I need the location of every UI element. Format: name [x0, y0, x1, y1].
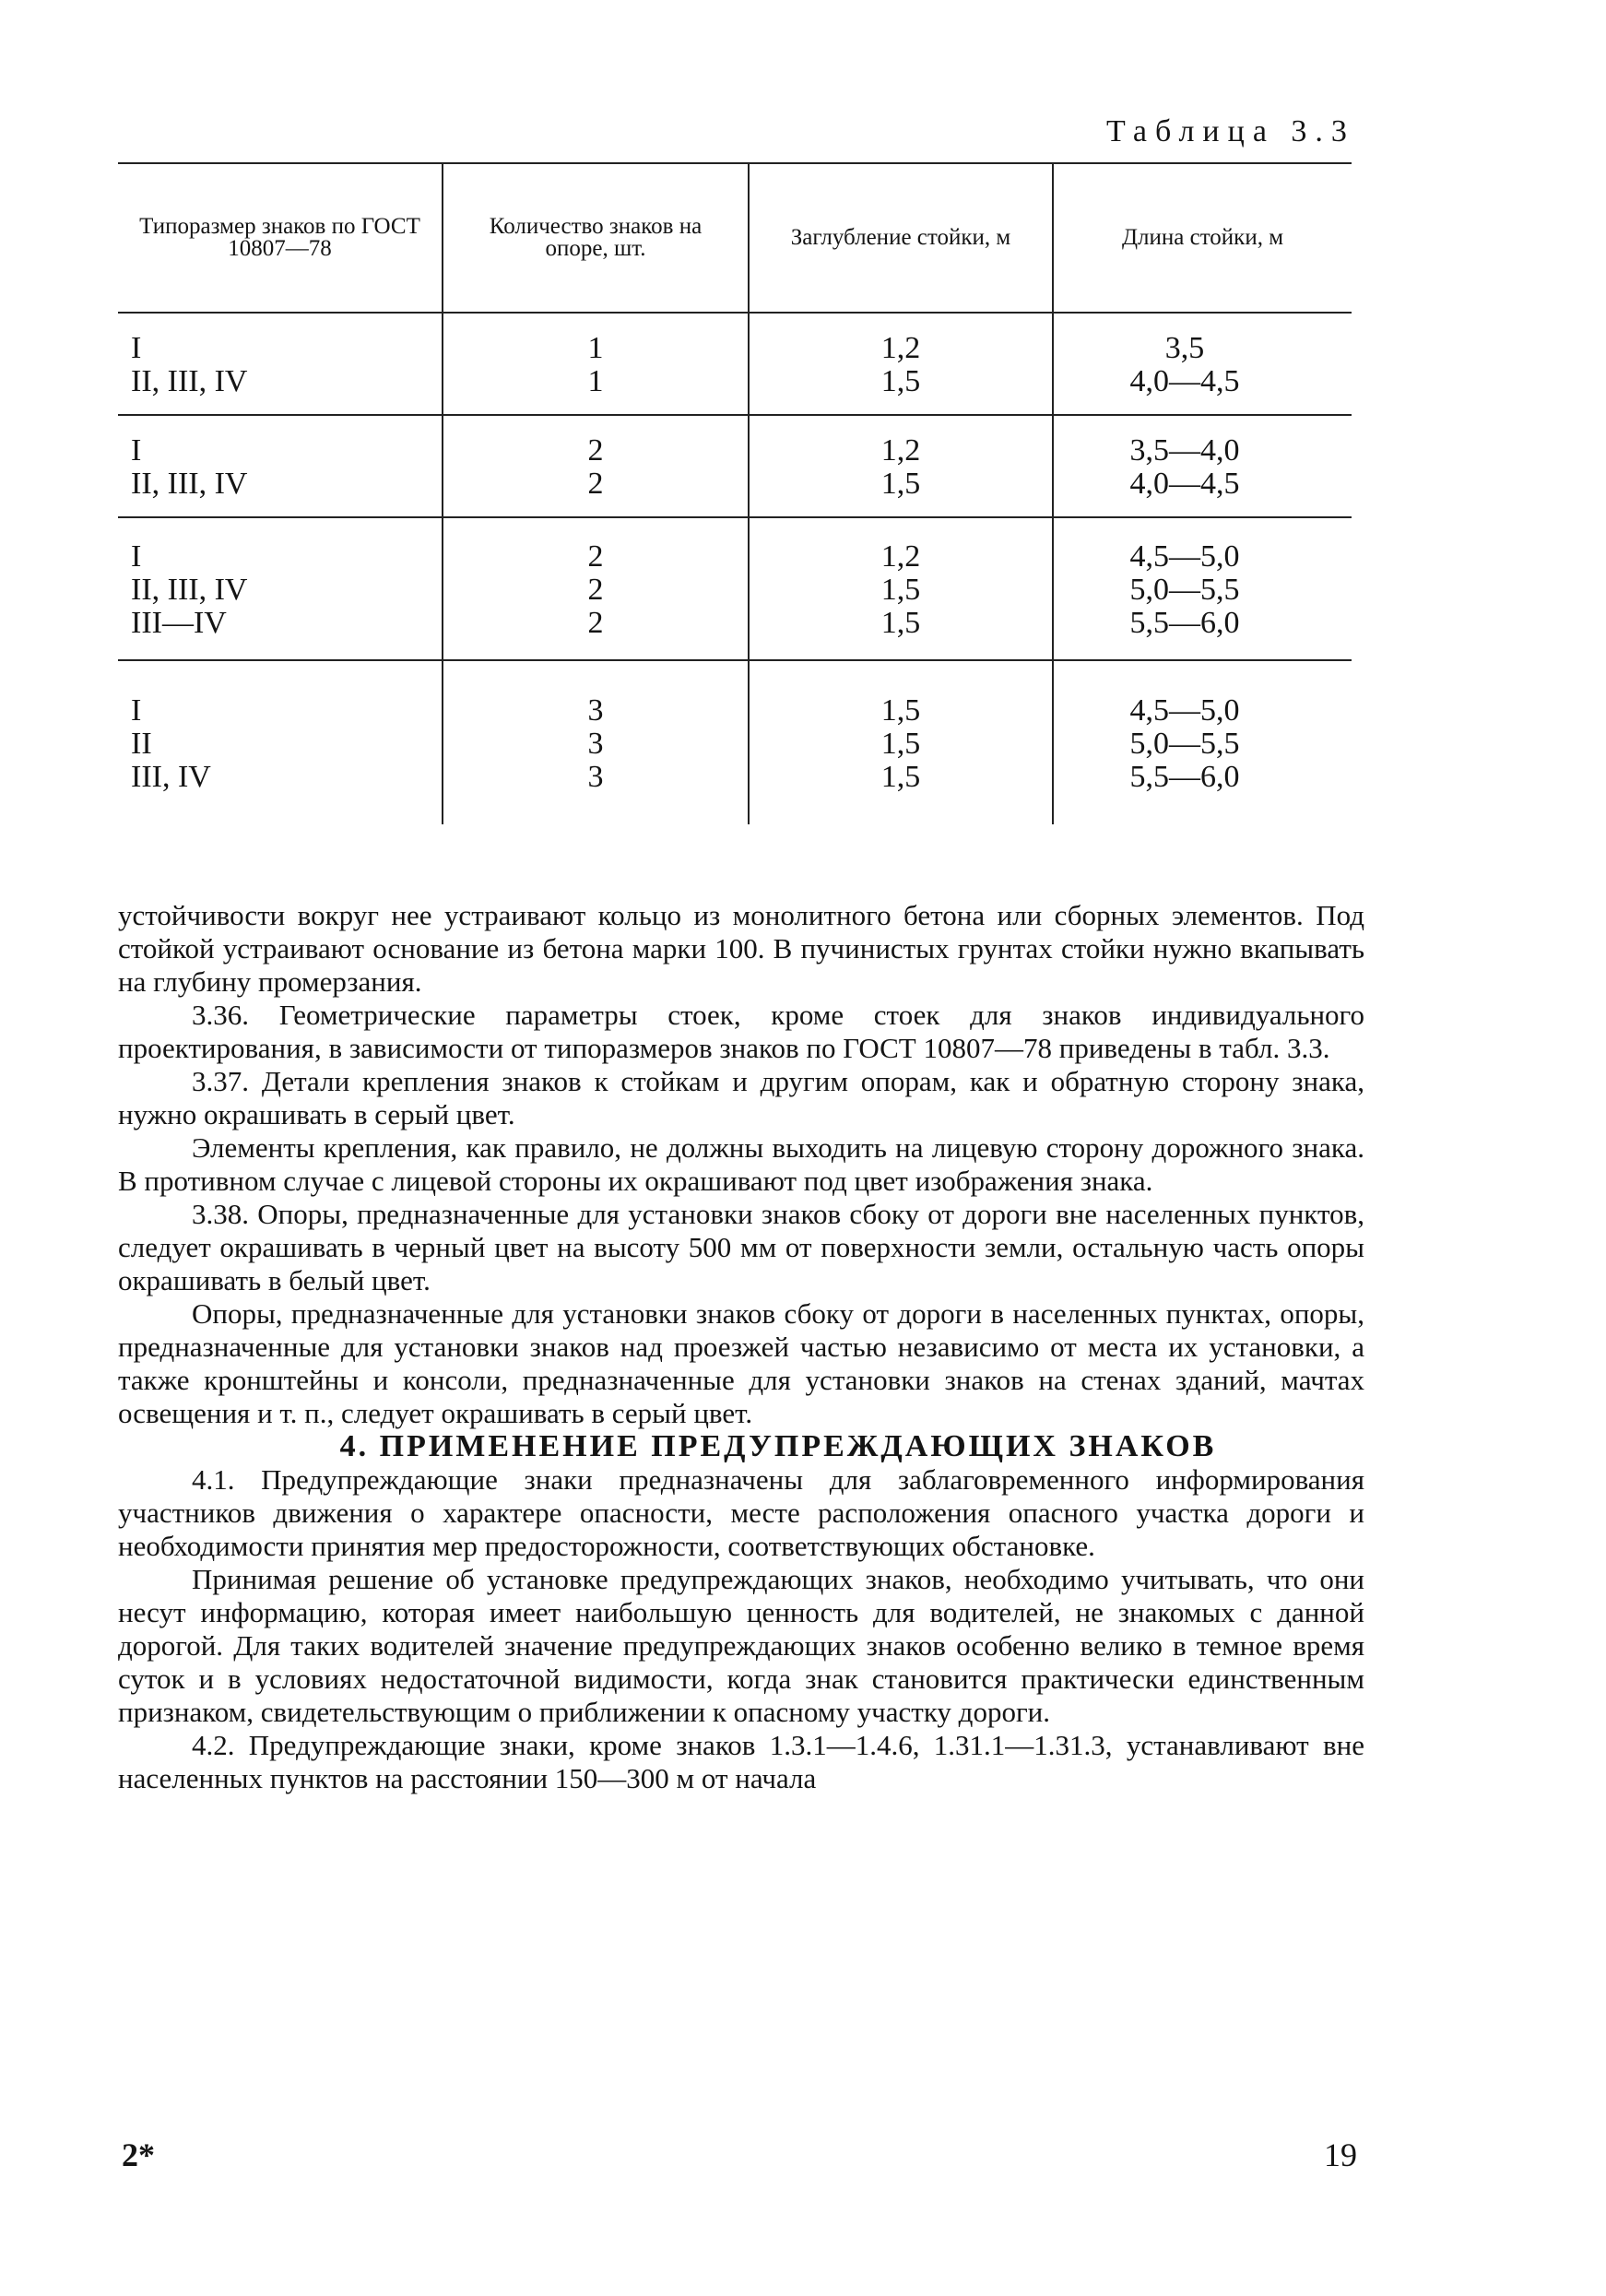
length-value: 4,0—4,5: [1129, 364, 1240, 398]
cell-counts: [443, 660, 749, 824]
table-row: [118, 313, 1352, 415]
paragraph: устойчивости вокруг нее устраивают кольцо из монолитного бетона или сборных элементов. Под стойкой устраивают основание из бетона марки 100. В пучинистых грунтах стойки нужно вкапывать на глубину промерзания.: [118, 899, 1364, 998]
cell-lengths: [1053, 660, 1352, 824]
count-value: 1: [587, 331, 604, 365]
table-3-3: [118, 162, 1352, 824]
header-sign-size: Типоразмер знаков по ГОСТ 10807—78: [118, 163, 443, 313]
size-value: I: [131, 539, 142, 574]
cell-depths: [749, 415, 1053, 517]
cell-sizes: [118, 517, 443, 660]
table-row: [118, 660, 1352, 824]
paragraph-3-38: 3.38. Опоры, предназначенные для установки знаков сбоку от дороги вне населенных пунктов, следует окрашивать в черный цвет на высоту 500 мм от поверхности земли, остальную часть опоры окрашивать в белый цвет.: [118, 1198, 1364, 1296]
section-heading: 4. ПРИМЕНЕНИЕ ПРЕДУПРЕЖДАЮЩИХ ЗНАКОВ: [339, 1429, 1217, 1463]
table-caption: Таблица 3.3: [1106, 114, 1355, 148]
table-header-row: [118, 163, 1352, 313]
count-value: 3: [587, 760, 604, 794]
length-value: 4,5—5,0: [1129, 693, 1240, 728]
count-value: 2: [587, 433, 604, 467]
length-value: 3,5—4,0: [1129, 433, 1240, 467]
size-value: I: [131, 693, 142, 728]
length-value: 5,0—5,5: [1129, 573, 1240, 607]
cell-counts: [443, 517, 749, 660]
size-value: I: [131, 331, 142, 365]
depth-value: 1,5: [880, 573, 921, 607]
length-value: 5,5—6,0: [1129, 760, 1240, 794]
depth-value: 1,2: [880, 331, 921, 365]
cell-counts: [443, 313, 749, 415]
page-number: 19: [1324, 2136, 1357, 2173]
depth-value: 1,5: [880, 467, 921, 501]
table-row: [118, 517, 1352, 660]
length-value: 4,0—4,5: [1129, 467, 1240, 501]
size-value: II: [131, 727, 152, 761]
depth-value: 1,2: [880, 539, 921, 574]
paragraph-3-37: 3.37. Детали крепления знаков к стойкам и другим опорам, как и обратную сторону знака, нужно окрашивать в серый цвет.: [118, 1065, 1364, 1130]
cell-lengths: [1053, 313, 1352, 415]
signature-mark: 2*: [122, 2136, 155, 2173]
body-text: [118, 899, 1364, 1795]
cell-counts: [443, 415, 749, 517]
paragraph-3-36: 3.36. Геометрические параметры стоек, кроме стоек для знаков индивидуального проектирования, в зависимости от типоразмеров знаков по ГОСТ 10807—78 приведены в табл. 3.3.: [118, 999, 1364, 1064]
cell-lengths: [1053, 517, 1352, 660]
paragraph: Элементы крепления, как правило, не должны выходить на лицевую сторону дорожного знака. В противном случае с лицевой стороны их окрашивают под цвет изображения знака.: [118, 1131, 1364, 1197]
table-row: [118, 415, 1352, 517]
count-value: 2: [587, 467, 604, 501]
size-value: II, III, IV: [131, 467, 248, 501]
count-value: 3: [587, 693, 604, 728]
size-value: II, III, IV: [131, 573, 248, 607]
size-value: I: [131, 433, 142, 467]
count-value: 2: [587, 573, 604, 607]
depth-value: 1,5: [880, 606, 921, 640]
cell-depths: [749, 517, 1053, 660]
cell-depths: [749, 660, 1053, 824]
paragraph: Принимая решение об установке предупреждающих знаков, необходимо учитывать, что они несут информацию, которая имеет наибольшую ценность для водителей, не знакомых с данной дорогой. Для таких водителей значение предупреждающих знаков особенно велико в темное время суток и в условиях недостаточной видимости, когда знак становится практически единственным признаком, свидетельствующим о приближении к опасному участку дороги.: [118, 1563, 1364, 1728]
size-value: III, IV: [131, 760, 211, 794]
size-value: III—IV: [131, 606, 227, 640]
depth-value: 1,2: [880, 433, 921, 467]
depth-value: 1,5: [880, 760, 921, 794]
cell-sizes: [118, 660, 443, 824]
size-value: II, III, IV: [131, 364, 248, 398]
cell-depths: [749, 313, 1053, 415]
paragraph-4-2: 4.2. Предупреждающие знаки, кроме знаков 1.3.1—1.4.6, 1.31.1—1.31.3, устанавливают вне населенных пунктов на расстоянии 150—300 м от начала: [118, 1729, 1364, 1794]
paragraph: Опоры, предназначенные для установки знаков сбоку от дороги в населенных пунктах, опоры, предназначенные для установки знаков над проезжей частью независимо от места их установки, а также кронштейны и консоли, предназначенные для установки знаков на стенах зданий, мачтах освещения и т. п., следует окрашивать в серый цвет.: [118, 1297, 1364, 1429]
header-sign-count: Количество знаков на опоре, шт.: [443, 163, 749, 313]
header-post-depth: Заглубление стойки, м: [749, 163, 1053, 313]
length-value: 4,5—5,0: [1129, 539, 1240, 574]
length-value: 3,5: [1164, 331, 1205, 365]
cell-sizes: [118, 415, 443, 517]
cell-sizes: [118, 313, 443, 415]
paragraph-4-1: 4.1. Предупреждающие знаки предназначены для заблаговременного информирования участников движения о характере опасности, месте расположения опасного участка дороги и необходимости принятия мер предосторожности, соответствующих обстановке.: [118, 1463, 1364, 1562]
count-value: 2: [587, 539, 604, 574]
header-post-length: Длина стойки, м: [1053, 163, 1352, 313]
count-value: 1: [587, 364, 604, 398]
cell-lengths: [1053, 415, 1352, 517]
count-value: 2: [587, 606, 604, 640]
count-value: 3: [587, 727, 604, 761]
depth-value: 1,5: [880, 727, 921, 761]
length-value: 5,5—6,0: [1129, 606, 1240, 640]
depth-value: 1,5: [880, 693, 921, 728]
depth-value: 1,5: [880, 364, 921, 398]
length-value: 5,0—5,5: [1129, 727, 1240, 761]
